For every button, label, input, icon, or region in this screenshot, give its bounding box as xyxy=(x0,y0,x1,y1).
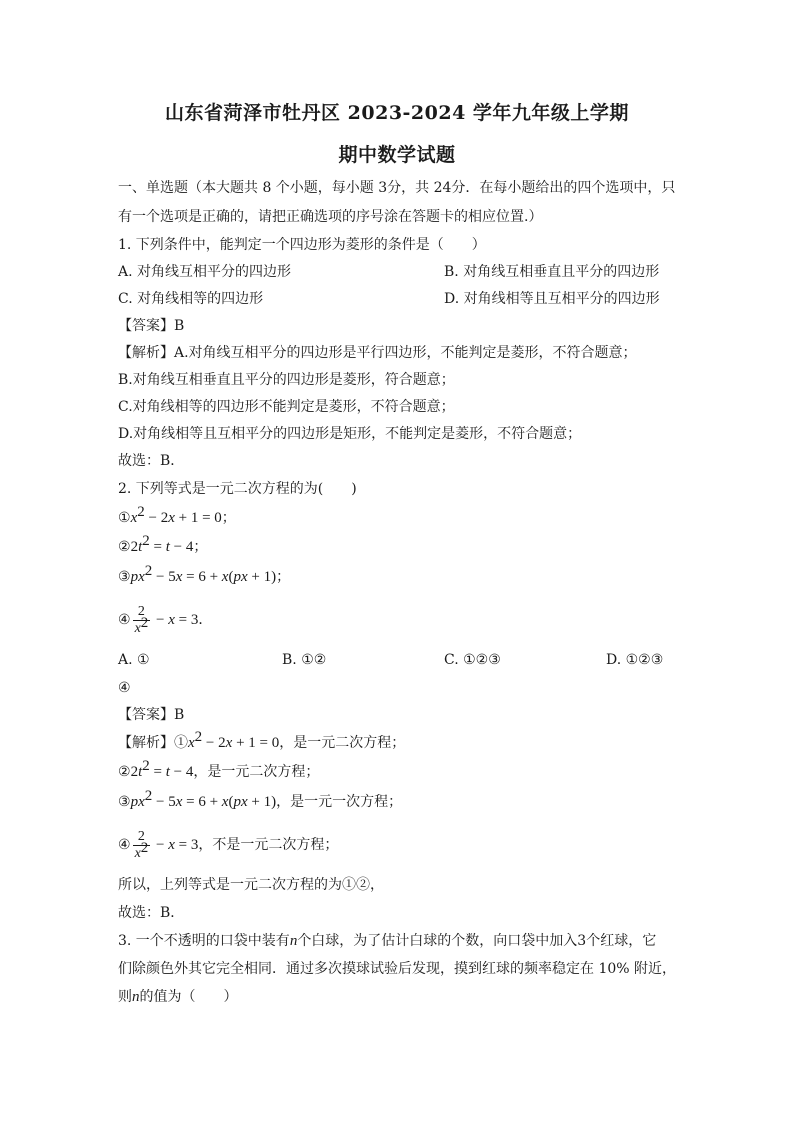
q2-stem: 2. 下列等式是一元二次方程的为( ) xyxy=(118,481,357,497)
q2-conclusion: 所以，上列等式是一元二次方程的为①②， xyxy=(118,877,384,893)
q2-item-3-mark: ③ xyxy=(118,569,131,585)
q2-analysis-equation-2: $2t^2 = t - 4$ xyxy=(130,758,194,780)
q3-var-n: n xyxy=(289,933,298,949)
q3-stem-line2: 们除颜色外其它完全相同．通过多次摸球试验后发现，摸到红球的频率稳定在 10% 附近， xyxy=(118,961,677,977)
q1-option-b: B. 对角线互相垂直且平分的四边形 xyxy=(444,264,660,280)
q2-analysis-line2: $②2t^2 = t - 4$，是一元二次方程； xyxy=(118,758,320,780)
q1-analysis-line3: C.对角线相等的四边形不能判定是菱形，不符合题意； xyxy=(118,399,455,415)
q1-analysis-line2: B.对角线互相垂直且平分的四边形是菱形，符合题意； xyxy=(118,372,455,388)
q2-item-3: $③px^2 - 5x = 6 + x(px + 1)$； xyxy=(118,563,291,585)
q2-item-2-mark: ② xyxy=(118,539,131,555)
q2-analysis-line3: $③px^2 - 5x = 6 + x(px + 1)$，是一元一次方程； xyxy=(118,788,403,810)
q2-equation-3: $px^2 - 5x = 6 + x(px + 1)$ xyxy=(130,563,277,585)
section1-intro-line1: 一、单选题（本大题共 8 个小题，每小题 3分，共 24分．在每小题给出的四个选项中，只 xyxy=(118,180,676,196)
q2-analysis-equation-3: $px^2 - 5x = 6 + x(px + 1)$ xyxy=(130,788,277,810)
q2-option-d: D. ①②③ xyxy=(606,652,664,668)
q2-item-4: ④ $\frac{2}{x^2}$ − x = 3． xyxy=(118,604,213,637)
q2-option-a: A. ① xyxy=(118,652,150,668)
q2-item-2: $②2t^2 = t - 4$； xyxy=(118,533,208,555)
q1-stem: 1. 下列条件中，能判定一个四边形为菱形的条件是（ ） xyxy=(118,237,486,253)
q2-option-b: B. ①② xyxy=(282,652,327,668)
document-title-line1: 山东省菏泽市牡丹区 2023-2024 学年九年级上学期 xyxy=(165,102,629,124)
q2-answer: 【答案】B xyxy=(118,707,185,723)
q2-analysis-line1: 【解析】$①x^2 - 2x + 1 = 0$，是一元二次方程； xyxy=(118,729,406,751)
q2-analysis-line4: ④ $\frac{2}{x^2}$ − x = 3，不是一元二次方程； xyxy=(118,829,339,862)
document-title-line2: 期中数学试题 xyxy=(338,144,456,166)
q2-item-1: $①x^2 - 2x + 1 = 0$； xyxy=(118,504,236,526)
q2-option-c: C. ①②③ xyxy=(444,652,501,668)
q2-item-1-mark: ① xyxy=(118,510,131,526)
q2-choose: 故选：B． xyxy=(118,905,185,921)
q1-option-d: D. 对角线相等且互相平分的四边形 xyxy=(444,291,660,307)
q2-analysis-equation-1: $x^2 - 2x + 1 = 0$ xyxy=(188,729,280,751)
q2-item-4-mark: ④ xyxy=(118,612,131,628)
section1-intro-line2: 有一个选项是正确的，请把正确选项的序号涂在答题卡的相应位置.） xyxy=(118,209,543,225)
q2-analysis-equation-4: $\frac{2}{x^2}$ − x = 3 xyxy=(134,829,199,862)
q2-equation-2: $2t^2 = t - 4$ xyxy=(130,533,194,555)
q1-answer: 【答案】B xyxy=(118,318,185,334)
q2-equation-1: $x^2 - 2x + 1 = 0$ xyxy=(130,504,222,526)
q3-stem-line1: 3. 一个不透明的口袋中装有n个白球，为了估计白球的个数，向口袋中加入3个红球，它 xyxy=(118,933,657,949)
q1-analysis-line4: D.对角线相等且互相平分的四边形是矩形，不能判定是菱形，不符合题意； xyxy=(118,426,582,442)
q1-option-c: C. 对角线相等的四边形 xyxy=(118,291,264,307)
q1-choose: 故选：B． xyxy=(118,453,185,469)
q2-option-d-continued: ④ xyxy=(118,680,131,696)
q3-stem-line3: 则n的值为（ ） xyxy=(118,989,238,1005)
q1-analysis-line1: 【解析】A.对角线互相平分的四边形是平行四边形，不能判定是菱形，不符合题意； xyxy=(118,345,637,361)
q1-option-a: A. 对角线互相平分的四边形 xyxy=(118,264,292,280)
q2-equation-4: $\frac{2}{x^2}$ − x = 3 xyxy=(134,604,199,637)
q3-var-n-2: n xyxy=(132,989,140,1005)
